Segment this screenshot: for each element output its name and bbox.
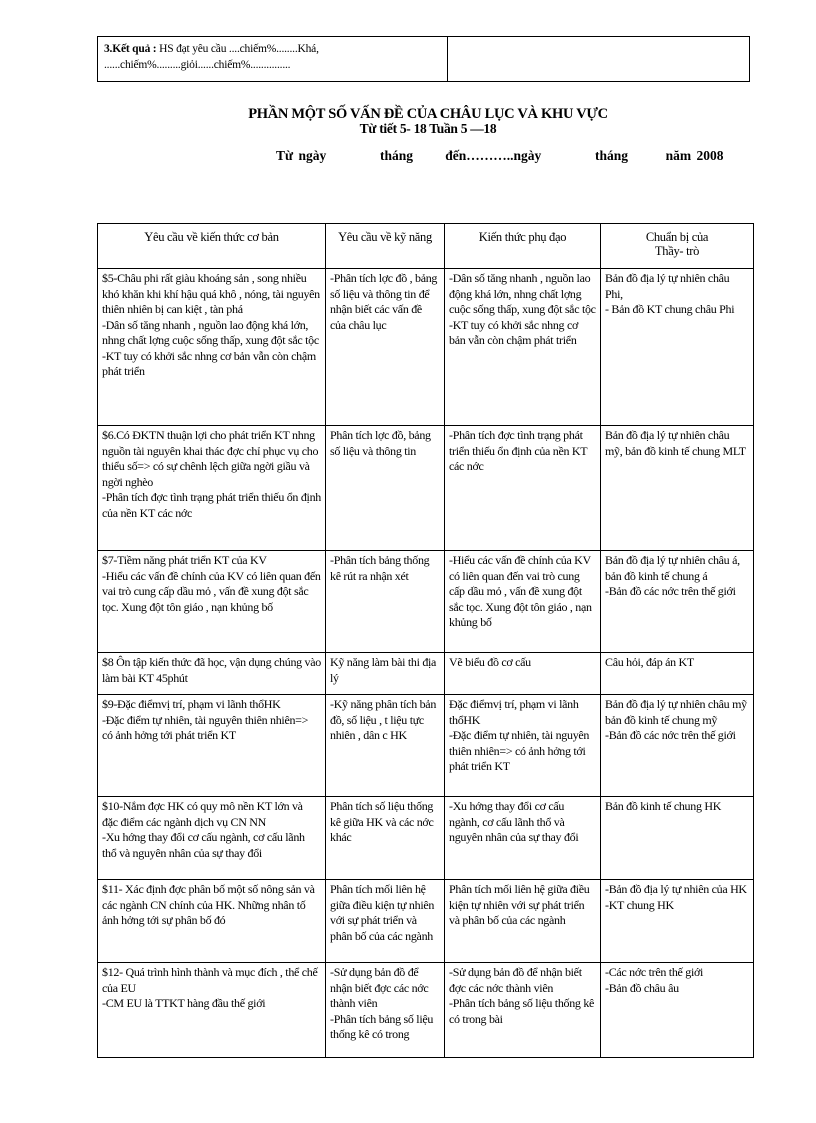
cell-knowledge: $7-Tiềm năng phát triển KT của KV -Hiểu các vấn đề chính của KV có liên quan đến vai trò cung cấp dầu mỏ , vấn đề xung đột sắc tọc. Xung đột tôn giáo , nạn khủng bố (98, 551, 326, 653)
cell-tutoring: -Phân tích đợc tình trạng phát triển thiếu ổn định của nền KT các nớc (445, 426, 601, 551)
cell-preparation: Bản đồ kinh tế chung HK (601, 797, 754, 880)
cell-skills: -Phân tích lợc đồ , bảng số liệu và thông tin để nhận biết các vấn đề của châu lục (326, 269, 445, 426)
result-line-2: ......chiếm%.........giỏi......chiếm%............... (104, 59, 291, 71)
cell-skills: Phân tích số liệu thống kê giữa HK và các nớc khác (326, 797, 445, 880)
cell-preparation: Bản đồ địa lý tự nhiên châu mỹ bản đồ kinh tế chung mỹ -Bản đồ các nớc trên thế giới (601, 695, 754, 797)
cell-knowledge: $6.Có ĐKTN thuận lợi cho phát triển KT nhng nguồn tài nguyên khai thác đợc chỉ phục vụ cho thiểu số=> có sự chênh lệch giữa ngời giầu và ngời nghèo -Phân tích đợc tình trạng phát triển thiếu ổn định của nền KT các nớc (98, 426, 326, 551)
cell-knowledge: $9-Đặc điểmvị trí, phạm vi lãnh thổHK -Đặc điểm tự nhiên, tài nguyên thiên nhiên=> có ảnh hởng tới phát triển KT (98, 695, 326, 797)
cell-skills: Phân tích lợc đồ, bảng số liệu và thông tin (326, 426, 445, 551)
table-row (98, 880, 754, 963)
table-row (98, 269, 754, 426)
cell-tutoring: -Dân số tăng nhanh , nguồn lao động khá lớn, nhng chất lợng cuộc sống thấp, xung đột sắc tộc -KT tuy có khởi sắc nhng cơ bản vẫn còn chậm phát triển (445, 269, 601, 426)
cell-tutoring: -Hiểu các vấn đề chính của KV có liên quan đến vai trò cung cấp dầu mỏ , vấn đề xung đột sắc tọc. Xung đột tôn giáo , nạn khủng bố (445, 551, 601, 653)
cell-knowledge: $11- Xác định đợc phân bố một số nông sản và các ngành CN chính của HK. Những nhân tố ảnh hởng tới sự phân bố đó (98, 880, 326, 963)
cell-tutoring: Phân tích mối liên hệ giữa điều kiện tự nhiên với sự phát triển và phân bố của các ngành (445, 880, 601, 963)
header-tutoring: Kiến thức phụ đạo (445, 224, 601, 269)
table-row (98, 695, 754, 797)
table-row (98, 653, 754, 695)
cell-preparation: Bản đồ địa lý tự nhiên châu á, bản đồ kinh tế chung á -Bản đồ các nớc trên thế giới (601, 551, 754, 653)
cell-preparation: Bản đồ địa lý tự nhiên châu Phi, - Bản đồ KT chung châu Phi (601, 269, 754, 426)
cell-knowledge: $5-Châu phi rất giàu khoáng sản , song nhiều khó khăn khi khí hậu quá khô , nóng, tài nguyên thiên nhiên bị can kiệt , tàn phá -Dân số tăng nhanh , nguồn lao động khá lớn, nhng chất lợng cuộc sống thấp, xung đột sắc tộc -KT tuy có khởi sắc nhng cơ bản vẫn còn chậm phát triển (98, 269, 326, 426)
section-title: PHẦN MỘT SỐ VẤN ĐỀ CỦA CHÂU LỤC VÀ KHU VỰC (248, 106, 608, 122)
cell-skills: Phân tích mối liên hệ giữa điều kiện tự nhiên với sự phát triển và phân bố của các ngành (326, 880, 445, 963)
cell-preparation: -Bản đồ địa lý tự nhiên của HK -KT chung HK (601, 880, 754, 963)
cell-skills: -Phân tích bảng thống kê rút ra nhận xét (326, 551, 445, 653)
header-knowledge: Yêu cầu về kiến thức cơ bản (98, 224, 326, 269)
cell-tutoring: -Sử dụng bản đồ để nhận biết đợc các nớc thành viên -Phân tích bảng số liệu thống kê có trong bài (445, 963, 601, 1058)
table-row (98, 551, 754, 653)
cell-knowledge: $10-Nắm đợc HK có quy mô nền KT lớn và đặc điểm các ngành dịch vụ CN NN -Xu hớng thay đổi cơ cấu ngành, cơ cấu lãnh thổ và nguyên nhân của sự thay đổi (98, 797, 326, 880)
section-subtitle: Từ tiết 5- 18 Tuần 5 —18 (359, 121, 497, 136)
curriculum-table (97, 223, 754, 1058)
cell-tutoring: Đặc điểmvị trí, phạm vi lãnh thổHK -Đặc điểm tự nhiên, tài nguyên thiên nhiên=> có ảnh hởng tới phát triển KT (445, 695, 601, 797)
cell-preparation: -Các nớc trên thế giới -Bản đồ châu âu (601, 963, 754, 1058)
table-row (98, 963, 754, 1058)
header-preparation: Chuẩn bị của Thầy- trò (601, 224, 754, 269)
result-cell (98, 37, 448, 81)
table-row (98, 426, 754, 551)
cell-preparation: Câu hỏi, đáp án KT (601, 653, 754, 695)
result-box (97, 36, 750, 82)
cell-tutoring: Vẽ biểu đồ cơ cấu (445, 653, 601, 695)
result-empty-cell (448, 37, 749, 81)
cell-tutoring: -Xu hớng thay đổi cơ cấu ngành, cơ cấu lãnh thổ và nguyên nhân của sự thay đổi (445, 797, 601, 880)
cell-skills: -Sử dụng bản đồ để nhận biết đợc các nớc thành viên -Phân tích bảng số liệu thống kê có trong (326, 963, 445, 1058)
cell-knowledge: $8 Ôn tập kiến thức đã học, vận dụng chúng vào làm bài KT 45phút (98, 653, 326, 695)
table-row (98, 797, 754, 880)
cell-knowledge: $12- Quá trình hình thành và mục đích , thể chế của EU -CM EU là TTKT hàng đầu thế giới (98, 963, 326, 1058)
cell-preparation: Bản đồ địa lý tự nhiên châu mỹ, bản đồ kinh tế chung MLT (601, 426, 754, 551)
result-label: 3.Kết quả : (104, 43, 157, 55)
result-line-1: HS đạt yêu cầu ....chiếm%........Khá, (156, 43, 319, 55)
cell-skills: Kỹ năng làm bài thi địa lý (326, 653, 445, 695)
cell-skills: -Kỹ năng phân tích bản đồ, số liệu , t liệu tực nhiên , dân c HK (326, 695, 445, 797)
date-line: Từ ngày tháng đến………..ngày tháng năm 2008 (276, 148, 724, 163)
header-skills: Yêu cầu về kỹ năng (326, 224, 445, 269)
table-header-row (98, 224, 754, 269)
